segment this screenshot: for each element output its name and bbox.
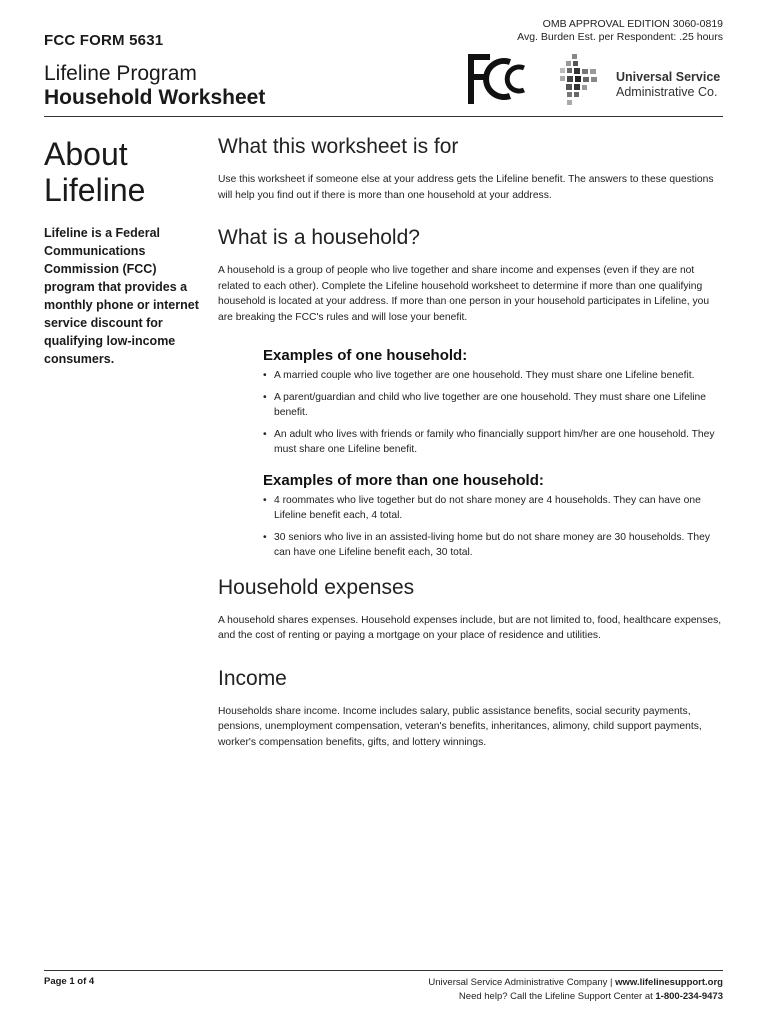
usac-logo-icon [556,52,602,110]
program-title: Lifeline Program [44,62,197,85]
one-household-heading: Examples of one household: [263,347,468,364]
sidebar [44,136,200,368]
page-number: Page 1 of 4 [44,976,95,987]
usac-line1: Universal Service [616,70,721,84]
main-content [218,134,724,772]
website-link[interactable]: www.lifelinesupport.org [615,977,723,988]
help-text: Need help? Call the Lifeline Support Center at [458,991,653,1002]
burden-estimate: Avg. Burden Est. per Respondent: .25 hours [517,31,723,43]
income-heading: Income [218,666,287,690]
expenses-text: A household shares expenses. Household expenses include, but are not limited to, food, healthcare expenses, and the cost of renting or paying a mortgage on your place of residence and utilities. [218,614,722,641]
list-item: • A parent/guardian and child who live together are one household. They must share one Lifeline benefit. [263,390,724,421]
footer-divider [44,970,723,971]
income-text: Households share income. Income includes salary, public assistance benefits, social security payments, pensions, unemployment compensation, veteran's benefits, inheritances, alimony, child support payments, worker's compensation benefits, gifts, and lottery winnings. [218,705,702,748]
list-item: • 4 roommates who live together but do not share money are 4 households. They can have one Lifeline benefit each, 4 total. [263,493,724,524]
household-text: A household is a group of people who live together and share income and expenses (even if they are not related to each other). Complete the Lifeline household worksheet to determine if more than one qualifying household is located at your address. If more than one person in your household participates in Lifeline, you are breaking the FCC's rules and will lose your benefit. [218,265,710,323]
list-item: • 30 seniors who live in an assisted-living home but do not share money are 30 households. They can have one Lifeline benefit each, 30 total. [263,530,724,561]
one-household-list [263,368,724,458]
multi-household-heading: Examples of more than one household: [263,471,544,489]
form-id: FCC FORM 5631 [44,32,164,49]
footer-separator: | [610,977,613,988]
usac-name [616,70,720,100]
about-description: Lifeline is a Federal Communications Commission (FCC) program that provides a monthly phone or internet service discount for qualifying low-income consumers. [44,226,199,366]
list-item: • A married couple who live together are one household. They must share one Lifeline benefit. [263,368,724,384]
support-phone[interactable]: 1-800-234-9473 [655,991,723,1002]
about-heading-line1: About [44,136,128,172]
household-heading: What is a household? [218,226,420,249]
header-divider [44,116,723,117]
about-heading-line2: Lifeline [44,172,146,208]
multi-household-list [263,493,724,561]
purpose-heading: What this worksheet is for [218,135,459,158]
worksheet-title: Household Worksheet [44,86,266,109]
expenses-heading: Household expenses [218,575,415,599]
omb-approval [517,18,723,44]
footer-info [428,976,723,1004]
purpose-text: Use this worksheet if someone else at your address gets the Lifeline benefit. The answers to these questions will help you find out if there is more than one household at your address. [218,174,714,201]
one-household-examples [263,347,724,561]
fcc-logo-icon [466,52,528,106]
company-name: Universal Service Administrative Company [428,977,608,988]
list-item: • An adult who lives with friends or family who financially support him/her are one household. They must share one Lifeline benefit. [263,427,724,458]
about-heading [44,136,200,208]
omb-edition: OMB APPROVAL EDITION 3060-0819 [542,18,723,30]
usac-line2: Administrative Co. [616,85,718,99]
footer-line1 [428,976,723,990]
footer-line2 [428,990,723,1004]
